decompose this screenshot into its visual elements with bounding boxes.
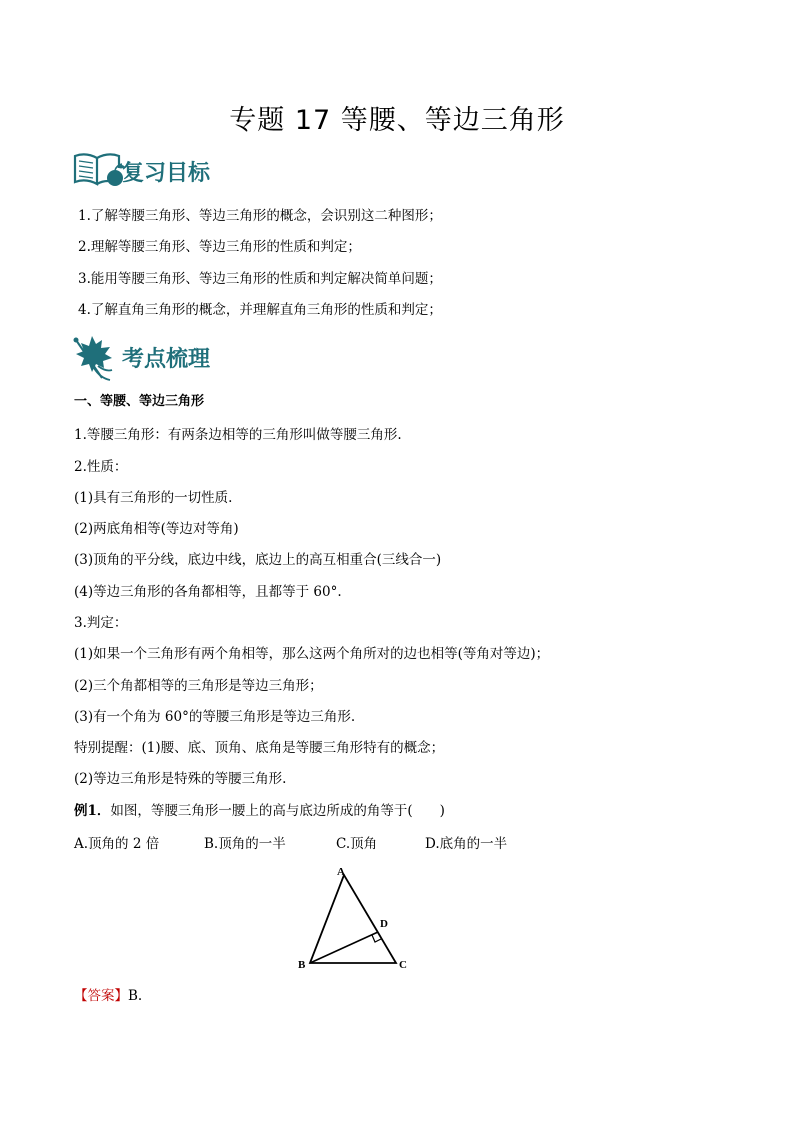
goal-item: 4.了解直角三角形的概念，并理解直角三角形的性质和判定；	[78, 302, 442, 318]
content-line: 3.判定：	[74, 615, 128, 631]
choice-a: A.顶角的 2 倍	[74, 836, 160, 852]
content-line: 1.等腰三角形：有两条边相等的三角形叫做等腰三角形.	[74, 427, 402, 443]
example-text: 如图，等腰三角形一腰上的高与底边所成的角等于( )	[110, 803, 445, 819]
label-a: A	[337, 866, 345, 878]
content-line: (3)顶角的平分线，底边中线，底边上的高互相重合(三线合一)	[74, 552, 442, 568]
choice-b: B.顶角的一半	[204, 836, 286, 852]
content-line: 特别提醒：(1)腰、底、顶角、底角是等腰三角形特有的概念；	[74, 740, 445, 756]
content-line: (2)等边三角形是特殊的等腰三角形.	[74, 771, 287, 787]
goal-item: 3.能用等腰三角形、等边三角形的性质和判定解决简单问题；	[78, 271, 442, 287]
choice-d: D.底角的一半	[425, 836, 508, 852]
triangle-figure	[292, 862, 422, 982]
answer-value: B.	[128, 988, 143, 1004]
review-goals-heading: 复习目标	[122, 161, 211, 186]
key-points-heading: 考点梳理	[122, 347, 211, 372]
subsection-heading: 一、等腰、等边三角形	[74, 394, 205, 409]
label-c: C	[399, 959, 407, 971]
content-line: (3)有一个角为 60°的等腰三角形是等边三角形.	[74, 709, 356, 725]
content-line: (1)如果一个三角形有两个角相等，那么这两个角所对的边也相等(等角对等边)；	[74, 646, 550, 662]
label-b: B	[298, 959, 306, 971]
choice-c: C.顶角	[336, 836, 378, 852]
content-line: (2)两底角相等(等边对等角)	[74, 521, 239, 537]
example-question	[74, 802, 445, 820]
content-line: (2)三个角都相等的三角形是等边三角形；	[74, 678, 323, 694]
example-label: 例1．	[74, 803, 111, 819]
content-line: (1)具有三角形的一切性质.	[74, 490, 233, 506]
label-d: D	[380, 918, 388, 930]
answer-tag: 【答案】	[74, 988, 128, 1004]
page-title: 专题 17 等腰、等边三角形	[229, 105, 565, 136]
book-icon	[72, 148, 126, 190]
content-line: 2.性质：	[74, 459, 128, 475]
goal-item: 1.了解等腰三角形、等边三角形的概念，会识别这二种图形；	[78, 208, 442, 224]
maple-leaf-flag-icon	[72, 334, 122, 384]
answer-line	[74, 987, 142, 1005]
content-line: (4)等边三角形的各角都相等，且都等于 60°.	[74, 584, 342, 600]
goal-item: 2.理解等腰三角形、等边三角形的性质和判定；	[78, 239, 361, 255]
